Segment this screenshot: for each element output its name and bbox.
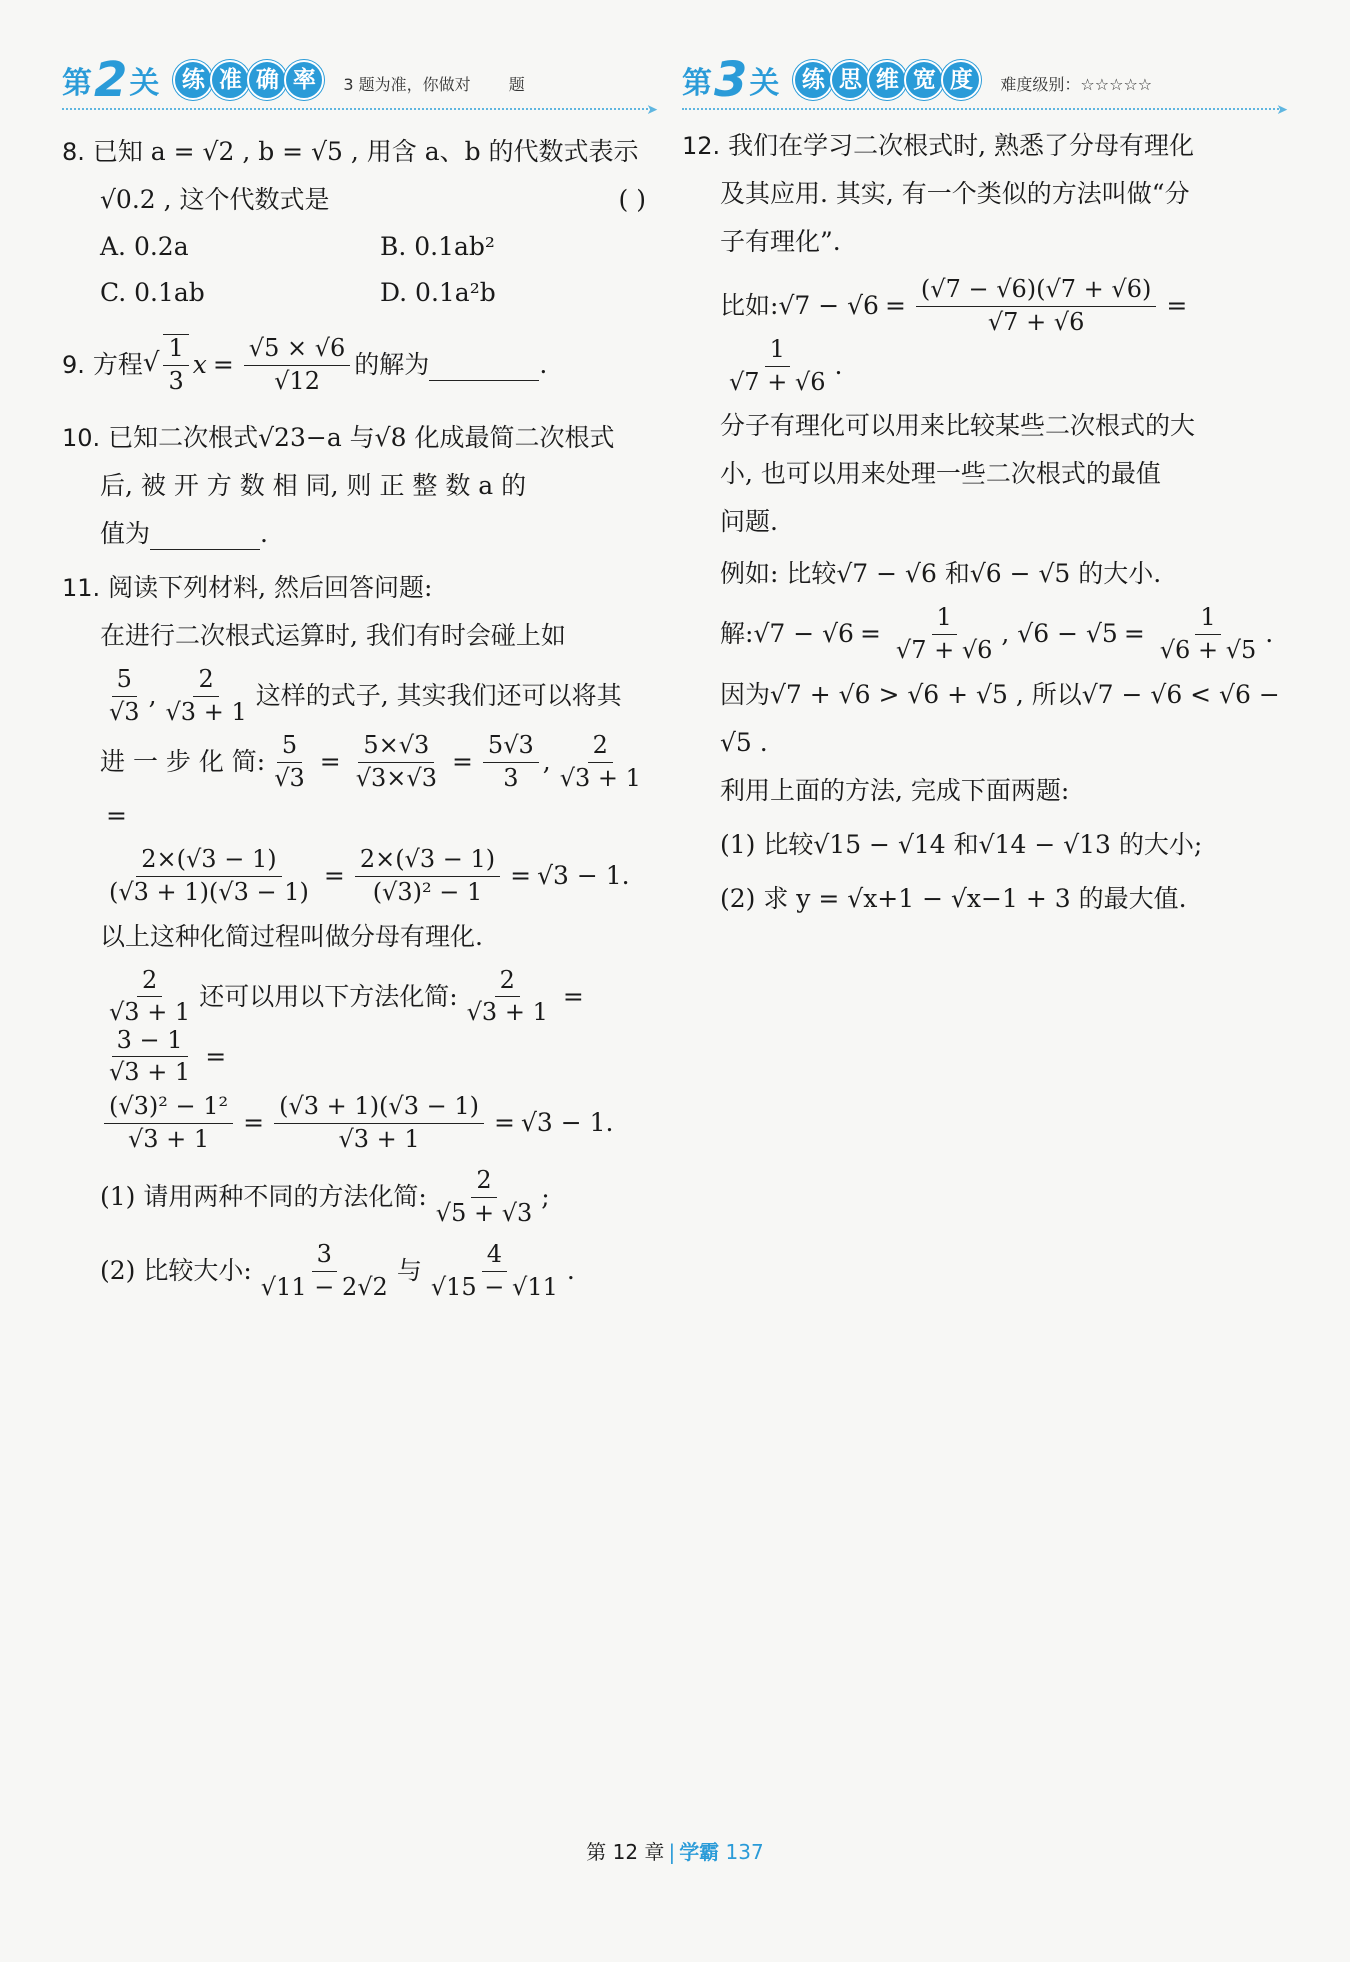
arrow-icon: ➤ (646, 102, 658, 118)
math-expr: $\frac{2}{√3 + 1}$ (165, 665, 247, 726)
level-number: 2 (94, 52, 128, 108)
page-number: 137 (725, 1840, 764, 1864)
title-char: 维 (867, 60, 907, 100)
page-footer: 第 12 章 | 学霸 137 (586, 1840, 764, 1864)
level-prefix: 第 (682, 66, 712, 101)
question-9: 9. 方程 √ $\frac{1}{3}$ x = $\frac{√5 \times √6}{√12}$ 的解为 . (62, 333, 548, 395)
question-8: 8. 已知 a = √2 , b = √5 , 用含 a、b 的代数式表示 √0.2 , 这个代数式是 ( ) A. 0.2a B. 0.1ab² C. 0.1ab D. 0.1a²b (62, 128, 652, 316)
q12-part1: (1) 比较√15 − √14 和√14 − √13 的大小; (720, 829, 1203, 859)
answer-blank[interactable] (429, 350, 539, 381)
answer-paren[interactable]: ( ) (618, 185, 646, 214)
q8-text: 已知 a = √2 , b = √5 , 用含 a、b 的代数式表示 (92, 137, 639, 166)
q8-text2: √0.2 , 这个代数式是 (100, 185, 330, 214)
brand-name: 学霸 (679, 1840, 720, 1864)
title-char: 准 (210, 60, 250, 100)
math-expr: √ $\frac{1}{3}$ (143, 334, 193, 395)
difficulty-rating: 难度级别：☆☆☆☆☆ (1000, 74, 1153, 94)
score-prompt: 3 题为准，你做对 题 (343, 74, 525, 94)
q8-options (62, 224, 652, 316)
level-number: 3 (714, 52, 748, 108)
option-c[interactable]: C. 0.1ab (100, 278, 205, 307)
option-b[interactable]: B. 0.1ab² (380, 232, 495, 261)
arrow-icon: ➤ (1276, 102, 1288, 118)
level-title (173, 60, 321, 100)
level-2-banner (62, 50, 658, 118)
divider (682, 108, 1282, 110)
left-column (62, 50, 658, 1308)
question-12: 12. 我们在学习二次根式时, 熟悉了分母有理化 及其应用. 其实, 有一个类似的方法叫做“分 子有理化”. 比如: √7 − √6 = $\frac{(√7 - √6)(√7 + √6)}{√7 + √6}$ = $\frac{1}{√7 + √6}$ . 分子有理化可以用来比较某些二次根式的大 小, 也可以用来处理一些二次根式的最值 问题. 例如: 比较√7 − √6 和√6 − √5 的大小. 解: √7 − √6 = $\frac{1}{√7 + √6}$ , √6 − √5 = $\frac{1}{√6 + √5}$ . 因为√7 + √6 > √6 + √5 , 所以√7 − √6 < √6 − √5 . 利用上面的方法, 完成下面两题: (1) 比较√15 − √14 和√14 − √13 的大小; (2) 求 y = √x+1 − √x−1 + 3 的最大值. (682, 122, 1282, 923)
divider (62, 108, 652, 110)
q11-part1: (1) 请用两种不同的方法化简: (100, 1182, 427, 1212)
title-char: 度 (941, 60, 981, 100)
math-expr: $\frac{5}{√3}$ (109, 665, 140, 726)
title-char: 确 (247, 60, 287, 100)
title-char: 思 (830, 60, 870, 100)
option-d[interactable]: D. 0.1a²b (380, 278, 496, 307)
q12-part2: (2) 求 y = √x+1 − √x−1 + 3 的最大值. (720, 883, 1187, 913)
math-expr: $\frac{√5 \times √6}{√12}$ (244, 335, 351, 395)
title-char: 宽 (904, 60, 944, 100)
title-char: 练 (173, 60, 213, 100)
option-a[interactable]: A. 0.2a (100, 232, 189, 261)
q11-part2: (2) 比较大小: (100, 1256, 252, 1286)
level-suffix: 关 (129, 66, 160, 101)
right-column (682, 50, 1288, 923)
chapter-label: 第 12 章 (586, 1840, 665, 1864)
level-title (793, 60, 978, 100)
level-prefix: 第 (62, 66, 92, 101)
question-11: 11. 阅读下列材料, 然后回答问题: 在进行二次根式运算时, 我们有时会碰上如 $\frac{5}{√3}$ , $\frac{2}{√3 + 1}$ 这样的式子, 其实我们还可以将其 进 一 步 化 简: $\frac{5}{√3}$ = $\frac{5\times√3}{√3\times√3}$ = $\frac{5√3}{3}$ , $\frac{2}{√3 + 1}$ = $\frac{2\times(√3 - 1)}{(√3 + 1)(√3 - 1)}$ = $\frac{2\times(√3 - 1)}{\text{(√3)² − 1}}$ = √3 − 1. 以上这种化简过程叫做分母有理化. $\frac{2}{√3 + 1}$ 还可以用以下方法化简: $\frac{2}{√3 + 1}$ = $\frac{3 - 1}{√3 + 1}$ = $\frac{\text{(√3)² − 1²}}{√3 + 1}$ = $\frac{(√3 + 1)(√3 - 1)}{√3 + 1}$ = √3 − 1. (1) 请用两种不同的方法化简: $\frac{2}{√5 + √3}$ ; (2) 比较大小: $\frac{3}{√11 - 2√2}$ 与 $\frac{4}{√15 - √11}$ . (62, 573, 641, 1301)
answer-blank[interactable] (150, 519, 260, 550)
question-10: 10. 已知二次根式√23−a 与√8 化成最简二次根式 后, 被 开 方 数 相 同, 则 正 整 数 a 的 值为 . (62, 423, 615, 548)
title-char: 率 (284, 60, 324, 100)
level-suffix: 关 (749, 66, 780, 101)
title-char: 练 (793, 60, 833, 100)
level-3-banner (682, 50, 1288, 118)
